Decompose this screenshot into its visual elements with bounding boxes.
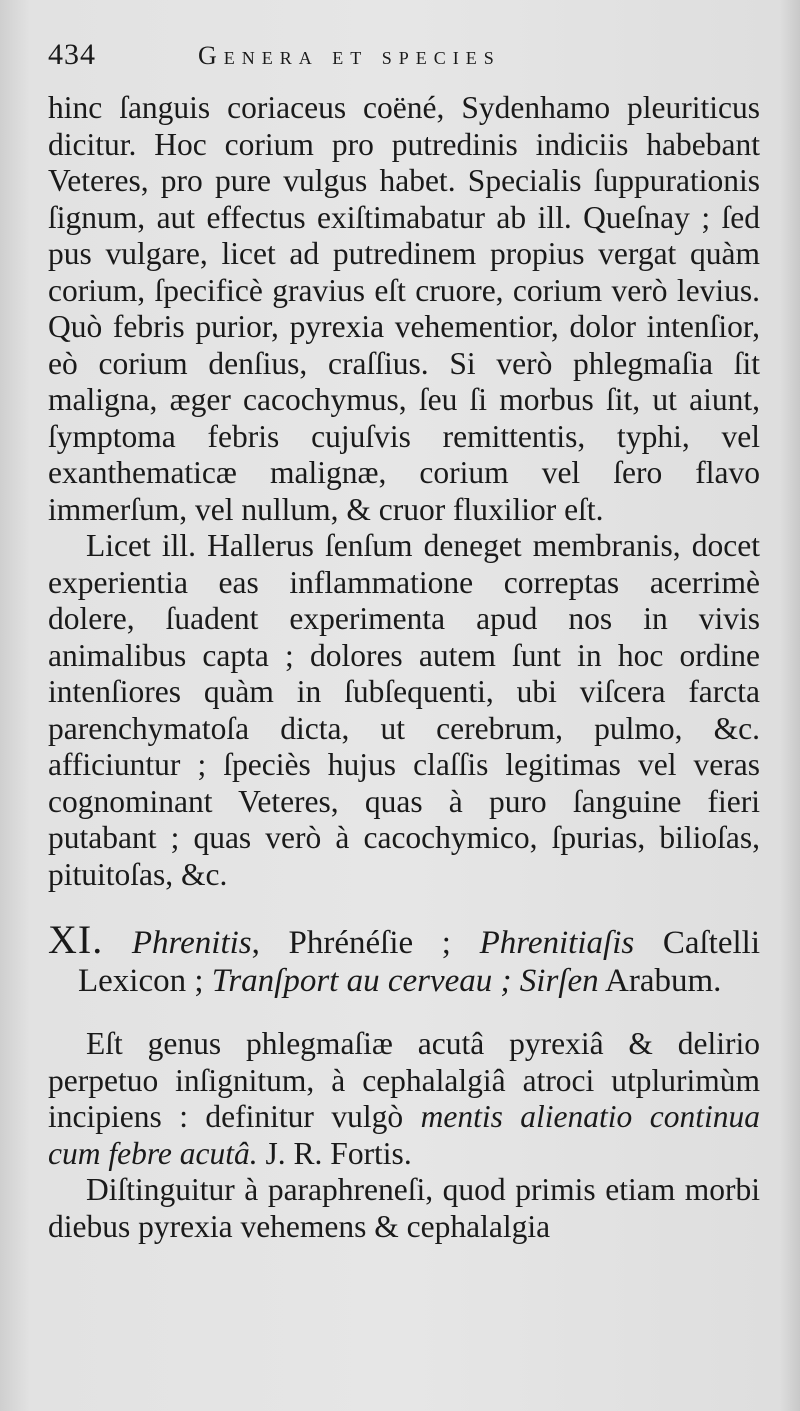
section-name: Phrenitis xyxy=(131,925,252,961)
definition-quote: mentis alienatio continua cum febre acutâ. xyxy=(48,1099,761,1171)
paragraph-coriaceous-blood: hinc ſanguis coriaceus coëné, Sydenhamo pleuriticus dicitur. Hoc corium pro putredinis indiciis habebant Veteres, pro pure vulgus habet. Specialis ſuppurationis ſignum, aut effectus exiſtimabatur ab ill. Queſnay ; ſed pus vulgare, licet ad putredinem propius vergat quàm corium, ſpecificè gravius eſt cruore, corium verò levius. Quò febris purior, pyrexia vehementior, dolor intenſior, eò corium denſius, craſſius. Si verò phlegmaſia ſit maligna, æger cacochymus, ſeu ſi morbus ſit, ut aiunt, ſymptoma febris cujuſvis remittentis, typhi, vel exanthematicæ malignæ, corium vel ſero flavo immerſum, vel nullum, & cruor fluxilior eſt. xyxy=(48,90,760,527)
definition-source: J. R. Fortis. xyxy=(257,1135,412,1171)
section-numeral: XI. xyxy=(48,917,104,962)
running-head: Genera et species xyxy=(198,41,501,70)
page-header xyxy=(48,38,760,90)
section-french-name: , Phrénéſie ; xyxy=(251,925,480,961)
section-synonym: Phrenitiaſis xyxy=(479,925,635,961)
page-number: 434 xyxy=(48,38,96,71)
paragraph-haller-membranes: Licet ill. Hallerus ſenſum deneget membranis, docet experientia eas inflammatione correptas acerrimè dolere, ſuadent experimenta apud nos in vivis animalibus capta ; dolores autem ſunt in hoc ordine intenſiores quàm in ſubſequenti, ubi viſcera farcta parenchymatoſa dicta, ut cerebrum, pulmo, &c. afficiuntur ; ſpeciès hujus claſſis legitimas vel veras cognominant Veteres, quas à puro ſanguine fieri putabant ; quas verò à cacochymico, ſpurias, bilioſas, pituitoſas, &c. xyxy=(48,528,760,892)
section-author: Caſtelli Lexicon ; xyxy=(78,925,760,999)
body-text xyxy=(48,90,760,1245)
section-french-synonym: Tranſport au cerveau ; Sirſen xyxy=(211,963,599,999)
definition-text: Eſt genus phlegmaſiæ acutâ pyrexiâ & delirio perpetuo inſignitum, à cephalalgiâ atroci utplurimùm incipiens : definitur vulgò xyxy=(48,1026,760,1134)
paragraph-definition xyxy=(48,1026,760,1172)
paragraph-paraphrenesis: Diſtinguitur à paraphreneſi, quod primis etiam morbi diebus pyrexia vehemens & cephalalgia xyxy=(48,1172,760,1244)
section-heading-phrenitis xyxy=(48,917,760,1000)
section-tail: Arabum. xyxy=(598,963,722,999)
